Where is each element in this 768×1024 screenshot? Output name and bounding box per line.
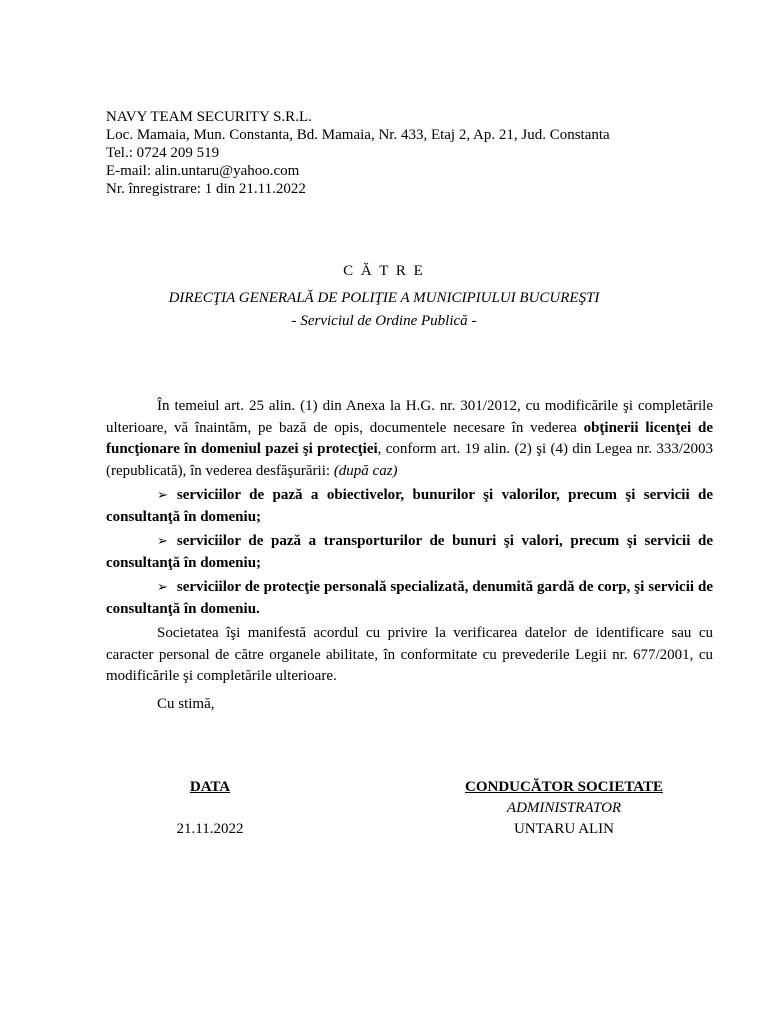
manager-name: UNTARU ALIN <box>513 821 615 837</box>
list-item-text: serviciilor de pază a obiectivelor, bunurilor şi valorilor, precum şi servicii de consultanţă în domeniu; <box>106 487 713 525</box>
list-item <box>106 531 713 574</box>
arrow-bullet-icon: ➢ <box>157 488 168 503</box>
addressee-department: DIRECŢIA GENERALĂ DE POLIŢIE A MUNICIPIULUI BUCUREŞTI <box>168 290 600 306</box>
intro-paragraph <box>106 396 713 482</box>
consent-paragraph: Societatea îşi manifestă acordul cu privire la verificarea datelor de identificare sau cu caracter personal de către organele abilitate, în conformitate cu prevederile Legii nr. 677/2001, cu modificările şi completările ulterioare. <box>106 625 713 684</box>
intro-bold-text: obţinerii licenţei de funcţionare în domeniul pazei şi protecţiei <box>106 419 714 457</box>
date-label: DATA <box>189 779 231 795</box>
intro-text-b: , conform art. 19 alin. (2) şi (4) din Legea nr. 333/2003 (republicată), în vederea desfăşurării: <box>106 441 713 479</box>
manager-role: ADMINISTRATOR <box>506 800 622 816</box>
sender-email: E-mail: alin.untaru@yahoo.com <box>106 163 300 179</box>
sender-block <box>106 108 610 198</box>
sender-company: NAVY TEAM SECURITY S.R.L. <box>106 109 312 125</box>
arrow-bullet-icon: ➢ <box>157 580 168 595</box>
letter-body <box>106 396 713 715</box>
manager-label: CONDUCĂTOR SOCIETATE <box>465 779 663 795</box>
sender-phone: Tel.: 0724 209 519 <box>106 145 220 161</box>
sender-address: Loc. Mamaia, Mun. Constanta, Bd. Mamaia, Nr. 433, Etaj 2, Ap. 21, Jud. Constanta <box>106 127 610 143</box>
intro-text-a: În temeiul art. 25 alin. (1) din Anexa la H.G. nr. 301/2012, cu modificările şi completările ulterioare, vă înaintăm, pe bază de opis, documentele necesare în vederea <box>106 398 713 436</box>
intro-italic-text: (după caz) <box>333 462 398 479</box>
list-item <box>106 577 713 620</box>
signature-block <box>430 777 698 840</box>
list-item-text: serviciilor de protecţie personală specializată, denumită gardă de corp, şi servicii de consultanţă în domeniu. <box>106 579 713 617</box>
addressee-to: C Ă T R E <box>343 263 425 279</box>
date-value: 21.11.2022 <box>176 821 244 837</box>
arrow-bullet-icon: ➢ <box>157 534 168 549</box>
date-block <box>150 777 270 840</box>
sender-registration: Nr. înregistrare: 1 din 21.11.2022 <box>106 181 306 197</box>
addressee-service: - Serviciul de Ordine Publică - <box>291 313 477 329</box>
greeting: Cu stimă, <box>157 695 215 712</box>
list-item-text: serviciilor de pază a transporturilor de bunuri şi valori, precum şi servicii de consultanţă în domeniu; <box>106 533 713 571</box>
list-item <box>106 485 713 528</box>
addressee-block <box>0 262 768 330</box>
